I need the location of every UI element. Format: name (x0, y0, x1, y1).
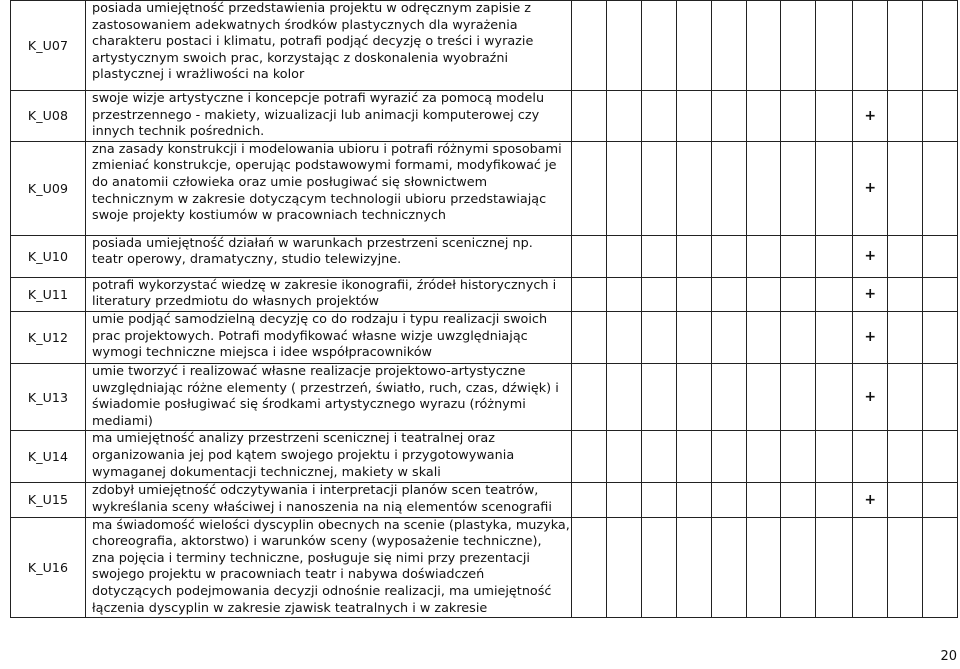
description-line: posiada umiejętność działań w warunkach przestrzeni scenicznej np. (92, 235, 533, 251)
description-line: do anatomii człowieka oraz umie posługiwać się słownictwem (92, 174, 488, 190)
description-line: wymaganej dokumentacji technicznej, makiety w skali (92, 464, 441, 480)
description-line: wymogi techniczne miejsca i idee współpracowników (92, 345, 432, 361)
mark-cell (816, 141, 853, 235)
mark-cell (711, 517, 746, 618)
mark-cell (676, 363, 711, 430)
description-line: choreografia, aktorstwo) i warunków sceny (wyposażenie techniczne), (92, 534, 542, 550)
outcome-description (86, 363, 572, 430)
mark-cell (641, 141, 676, 235)
mark-cell-plus (853, 431, 888, 483)
mark-cell (641, 91, 676, 142)
mark-cell (572, 91, 607, 142)
table-body (11, 1, 958, 618)
mark-cell (607, 483, 642, 517)
mark-cell (781, 277, 816, 311)
mark-cell (711, 235, 746, 277)
mark-cell (572, 277, 607, 311)
mark-cell (816, 235, 853, 277)
mark-cell (888, 141, 923, 235)
mark-cell (711, 277, 746, 311)
outcome-code: K_U14 (11, 431, 86, 483)
description-line: organizowania jej pod kątem swojego projektu i przygotowywania (92, 447, 515, 463)
description-line: ma umiejętność analizy przestrzeni scenicznej i teatralnej oraz (92, 431, 495, 447)
outcome-description (86, 141, 572, 235)
description-line: plastycznej i wrażliwości na kolor (92, 67, 305, 83)
outcome-description (86, 311, 572, 363)
outcome-description (86, 517, 572, 618)
mark-cell (676, 483, 711, 517)
mark-cell (746, 1, 781, 91)
mark-cell (676, 517, 711, 618)
description-line: ma świadomość wielości dyscyplin obecnych na scenie (plastyka, muzyka, (92, 517, 570, 533)
mark-cell (923, 235, 958, 277)
mark-cell (641, 483, 676, 517)
description-line: prac projektowych. Potrafi modyfikować własne wizje uwzględniając (92, 328, 528, 344)
mark-cell (923, 483, 958, 517)
description-line: zdobył umiejętność odczytywania i interpretacji planów scen teatrów, (92, 483, 539, 499)
description-line: wykreślania sceny właściwej i nanoszenia na nią elementów scenografii (92, 499, 552, 515)
description-line: zna pojęcia i terminy techniczne, posługuje się nimi przy prezentacji (92, 550, 530, 566)
mark-cell (781, 91, 816, 142)
mark-cell (746, 311, 781, 363)
mark-cell-plus: + (853, 311, 888, 363)
table-row (11, 235, 958, 277)
mark-cell (888, 91, 923, 142)
mark-cell (607, 141, 642, 235)
mark-cell (923, 91, 958, 142)
outcome-description (86, 431, 572, 483)
mark-cell (816, 91, 853, 142)
mark-cell (641, 235, 676, 277)
table-row (11, 483, 958, 517)
mark-cell (676, 1, 711, 91)
mark-cell (711, 311, 746, 363)
mark-cell (888, 363, 923, 430)
mark-cell (923, 363, 958, 430)
outcome-description (86, 277, 572, 311)
description-line: umie tworzyć i realizować własne realizacje projektowo-artystyczne (92, 363, 526, 379)
mark-cell (888, 277, 923, 311)
mark-cell (607, 1, 642, 91)
mark-cell (781, 363, 816, 430)
mark-cell (746, 363, 781, 430)
description-line: technicznym w zakresie dotyczącym technologii ubioru przedstawiając (92, 191, 547, 207)
mark-cell (676, 311, 711, 363)
mark-cell (607, 311, 642, 363)
mark-cell (888, 311, 923, 363)
mark-cell (607, 91, 642, 142)
mark-cell (572, 483, 607, 517)
mark-cell (816, 483, 853, 517)
mark-cell (746, 517, 781, 618)
mark-cell (711, 431, 746, 483)
mark-cell (607, 277, 642, 311)
mark-cell (888, 431, 923, 483)
mark-cell (888, 483, 923, 517)
mark-cell (711, 91, 746, 142)
outcome-description (86, 235, 572, 277)
outcome-code: K_U12 (11, 311, 86, 363)
mark-cell (641, 311, 676, 363)
mark-cell (781, 1, 816, 91)
outcome-description (86, 483, 572, 517)
description-line: posiada umiejętność przedstawienia projektu w odręcznym zapisie z (92, 1, 532, 16)
mark-cell (711, 141, 746, 235)
description-line: zastosowaniem adekwatnych środków plastycznych dla wyrażenia (92, 17, 518, 33)
mark-cell (572, 1, 607, 91)
mark-cell (888, 235, 923, 277)
table-row (11, 363, 958, 430)
mark-cell (572, 517, 607, 618)
mark-cell (781, 517, 816, 618)
outcome-description (86, 91, 572, 142)
outcome-code: K_U15 (11, 483, 86, 517)
mark-cell (641, 431, 676, 483)
table-row (11, 431, 958, 483)
mark-cell (816, 431, 853, 483)
mark-cell (607, 517, 642, 618)
mark-cell (781, 235, 816, 277)
mark-cell (746, 235, 781, 277)
mark-cell (923, 517, 958, 618)
outcome-code: K_U10 (11, 235, 86, 277)
table-row (11, 1, 958, 91)
description-line: przestrzennego - makiety, wizualizacji lub animacji komputerowej czy (92, 107, 540, 123)
outcome-code: K_U16 (11, 517, 86, 618)
mark-cell (816, 363, 853, 430)
learning-outcomes-table (10, 0, 958, 618)
description-line: innych technik pośrednich. (92, 124, 265, 140)
mark-cell (816, 517, 853, 618)
mark-cell (781, 141, 816, 235)
mark-cell (711, 1, 746, 91)
mark-cell (781, 311, 816, 363)
description-line: swojego projektu w pracowniach teatr i nabywa doświadczeń (92, 567, 485, 583)
description-line: teatr operowy, dramatyczny, studio telewizyjne. (92, 252, 402, 268)
table-row (11, 517, 958, 618)
mark-cell (607, 235, 642, 277)
mark-cell (746, 141, 781, 235)
description-line: charakteru postaci i klimatu, potrafi podjąć decyzję o treści i wyrazie (92, 34, 534, 50)
description-line: potrafi wykorzystać wiedzę w zakresie ikonografii, źródeł historycznych i (92, 277, 557, 293)
description-line: zmieniać konstrukcje, operując podstawowymi formami, modyfikować je (92, 158, 557, 174)
mark-cell (923, 141, 958, 235)
mark-cell (711, 363, 746, 430)
mark-cell (711, 483, 746, 517)
mark-cell-plus (853, 517, 888, 618)
mark-cell-plus: + (853, 91, 888, 142)
mark-cell (641, 363, 676, 430)
mark-cell (676, 141, 711, 235)
mark-cell (781, 431, 816, 483)
description-line: literatury przedmiotu do własnych projektów (92, 294, 379, 310)
mark-cell (676, 431, 711, 483)
table-row (11, 141, 958, 235)
description-line: artystycznym swoich prac, korzystając z doskonalenia wyobraźni (92, 50, 509, 66)
table-row (11, 91, 958, 142)
mark-cell (641, 1, 676, 91)
outcome-code: K_U13 (11, 363, 86, 430)
outcome-code: K_U08 (11, 91, 86, 142)
description-line: uwzględniając różne elementy ( przestrzeń, światło, ruch, czas, dźwięk) i (92, 380, 559, 396)
mark-cell (641, 517, 676, 618)
outcome-code: K_U07 (11, 1, 86, 91)
description-line: dotyczących podejmowania decyzji odnośnie realizacji, ma umiejętność (92, 583, 552, 599)
mark-cell-plus: + (853, 277, 888, 311)
mark-cell (746, 277, 781, 311)
mark-cell (816, 277, 853, 311)
mark-cell-plus: + (853, 235, 888, 277)
mark-cell (572, 141, 607, 235)
mark-cell-plus: + (853, 483, 888, 517)
mark-cell-plus: + (853, 141, 888, 235)
mark-cell (923, 277, 958, 311)
mark-cell (641, 277, 676, 311)
description-line: świadomie posługiwać się środkami artystycznego wyrazu (różnymi (92, 397, 526, 413)
mark-cell (746, 91, 781, 142)
mark-cell (816, 311, 853, 363)
outcome-code: K_U09 (11, 141, 86, 235)
mark-cell (572, 235, 607, 277)
outcome-description (86, 1, 572, 91)
mark-cell (572, 363, 607, 430)
mark-cell-plus: + (853, 363, 888, 430)
mark-cell (923, 431, 958, 483)
mark-cell (607, 363, 642, 430)
mark-cell (676, 235, 711, 277)
description-line: zna zasady konstrukcji i modelowania ubioru i potrafi różnymi sposobami (92, 141, 562, 157)
mark-cell (816, 1, 853, 91)
mark-cell (676, 277, 711, 311)
mark-cell (888, 517, 923, 618)
mark-cell (676, 91, 711, 142)
mark-cell (607, 431, 642, 483)
page-number: 20 (940, 649, 957, 664)
description-line: umie podjąć samodzielną decyzję co do rodzaju i typu realizacji swoich (92, 311, 548, 327)
description-line: łączenia dyscyplin w zakresie zjawisk teatralnych i w zakresie (92, 600, 488, 616)
mark-cell (572, 431, 607, 483)
mark-cell (746, 431, 781, 483)
mark-cell (923, 311, 958, 363)
table-row (11, 311, 958, 363)
mark-cell-plus (853, 1, 888, 91)
mark-cell (888, 1, 923, 91)
description-line: swoje projekty kostiumów w pracowniach technicznych (92, 208, 446, 224)
mark-cell (572, 311, 607, 363)
mark-cell (923, 1, 958, 91)
table-row (11, 277, 958, 311)
mark-cell (781, 483, 816, 517)
outcome-code: K_U11 (11, 277, 86, 311)
description-line: mediami) (92, 413, 153, 429)
description-line: swoje wizje artystyczne i koncepcje potrafi wyrazić za pomocą modelu (92, 91, 545, 106)
mark-cell (746, 483, 781, 517)
